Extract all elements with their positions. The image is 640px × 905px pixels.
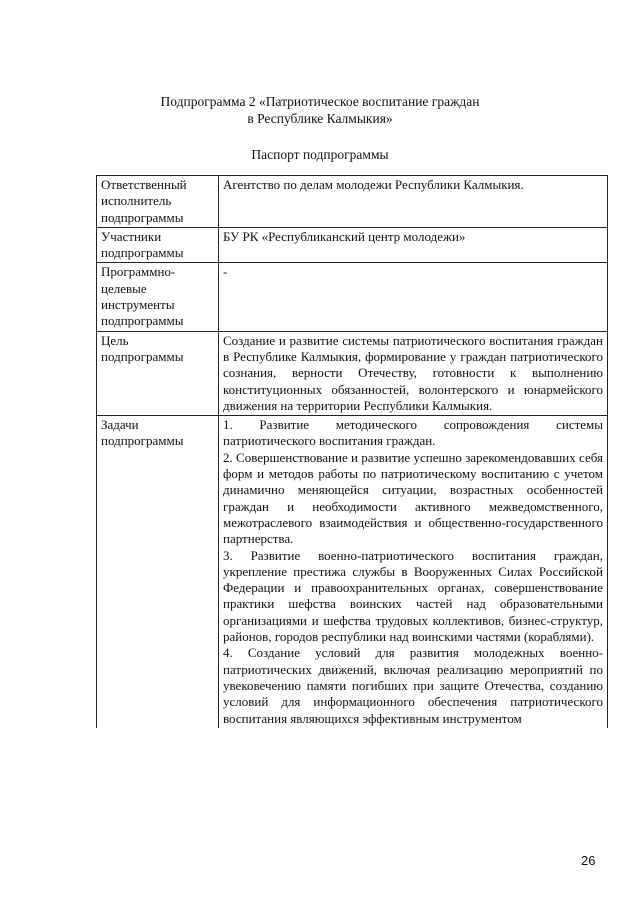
- subprogram-title-line-1: Подпрограмма 2 «Патриотическое воспитание граждан: [160, 94, 480, 109]
- task-item: 1. Развитие методического сопровождения системы патриотического воспитания граждан.: [223, 417, 603, 449]
- row-value-goal: Создание и развитие системы патриотического воспитания граждан в Республике Калмыкия, формирование у граждан патриотического сознания, верности Отечеству, готовности к выполнению конституционных обязанностей, волонтерского и юнармейского движения на территории Республики Калмыкия.: [219, 331, 608, 415]
- table-row: [97, 331, 608, 415]
- passport-table: [96, 175, 608, 728]
- row-value-executor: Агентство по делам молодежи Республики Калмыкия.: [219, 176, 608, 228]
- page-number: 26: [581, 853, 596, 868]
- passport-title: Паспорт подпрограммы: [251, 147, 389, 162]
- subprogram-title-line-2: в Республике Калмыкия»: [247, 111, 393, 126]
- task-item: 4. Создание условий для развития молодежных военно-патриотических движений, включая реализацию мероприятий по увековечению памяти погибших при защите Отечества, созданию условий для информационного обеспечения патриотического воспитания являющихся эффективным инструментом: [223, 645, 603, 726]
- row-label-participants: Участники подпрограммы: [97, 227, 219, 263]
- task-item: 3. Развитие военно-патриотического воспитания граждан, укрепление престижа службы в Вооруженных Силах Российской Федерации и правоохранительных органах, совершенствование практики шефства воинских частей над образовательными организациями и шефства трудовых коллективов, бизнес-структур, районов, городов республики над воинскими частями (кораблями).: [223, 547, 603, 645]
- table-row: [97, 227, 608, 263]
- row-value-instruments: -: [219, 263, 608, 331]
- row-label-goal: Цель подпрограммы: [97, 331, 219, 415]
- row-label-instruments: Программно-целевые инструменты подпрограммы: [97, 263, 219, 331]
- table-row: [97, 176, 608, 228]
- row-label-tasks: Задачи подпрограммы: [97, 416, 219, 728]
- table-row: [97, 416, 608, 728]
- task-item: 2. Совершенствование и развитие успешно зарекомендовавших себя форм и методов работы по патриотическому воспитанию с учетом динамично меняющейся ситуации, возрастных особенностей граждан и необходимости активного межведомственного, межотраслевого взаимодействия и общественно-государственного партнерства.: [223, 449, 603, 547]
- row-value-tasks: [219, 416, 608, 728]
- row-value-participants: БУ РК «Республиканский центр молодежи»: [219, 227, 608, 263]
- row-label-executor: Ответственный исполнитель подпрограммы: [97, 176, 219, 228]
- table-row: [97, 263, 608, 331]
